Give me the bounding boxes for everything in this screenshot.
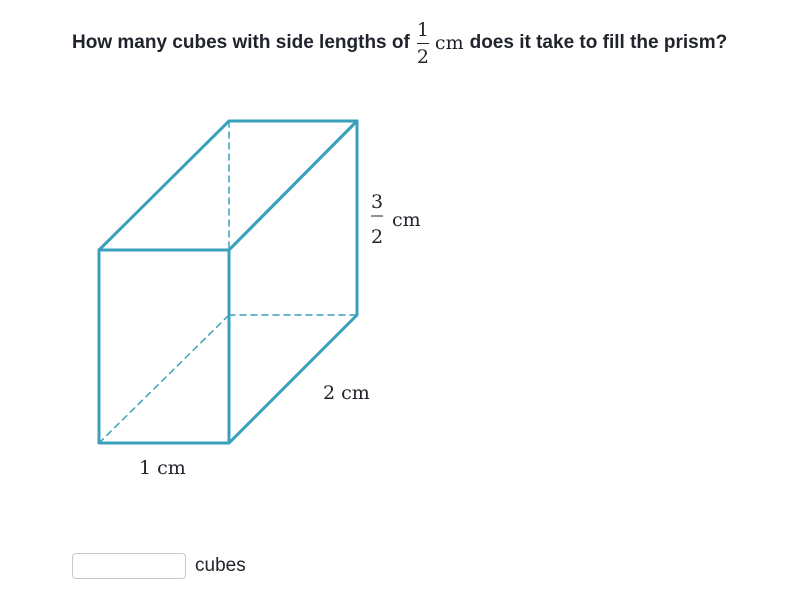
top-face bbox=[99, 121, 357, 250]
question-lead: How many cubes with side lengths of bbox=[72, 32, 410, 53]
prism-edges bbox=[99, 121, 357, 443]
width-label: 1 cm bbox=[139, 457, 186, 479]
question-unit: cm bbox=[434, 32, 464, 54]
fraction-numerator: 1 bbox=[416, 18, 429, 41]
hidden-edge-back-diagonal bbox=[99, 315, 229, 443]
depth-label: 2 cm bbox=[323, 382, 370, 404]
height-label bbox=[371, 191, 421, 248]
question-tail: does it take to fill the prism? bbox=[469, 32, 728, 53]
answer-unit-label: cubes bbox=[195, 555, 246, 576]
fraction-denominator: 2 bbox=[416, 45, 429, 68]
answer-input[interactable] bbox=[72, 553, 186, 579]
height-denominator: 2 bbox=[370, 226, 384, 248]
height-numerator: 3 bbox=[370, 191, 384, 213]
height-unit: cm bbox=[392, 209, 421, 231]
front-face bbox=[99, 250, 229, 443]
